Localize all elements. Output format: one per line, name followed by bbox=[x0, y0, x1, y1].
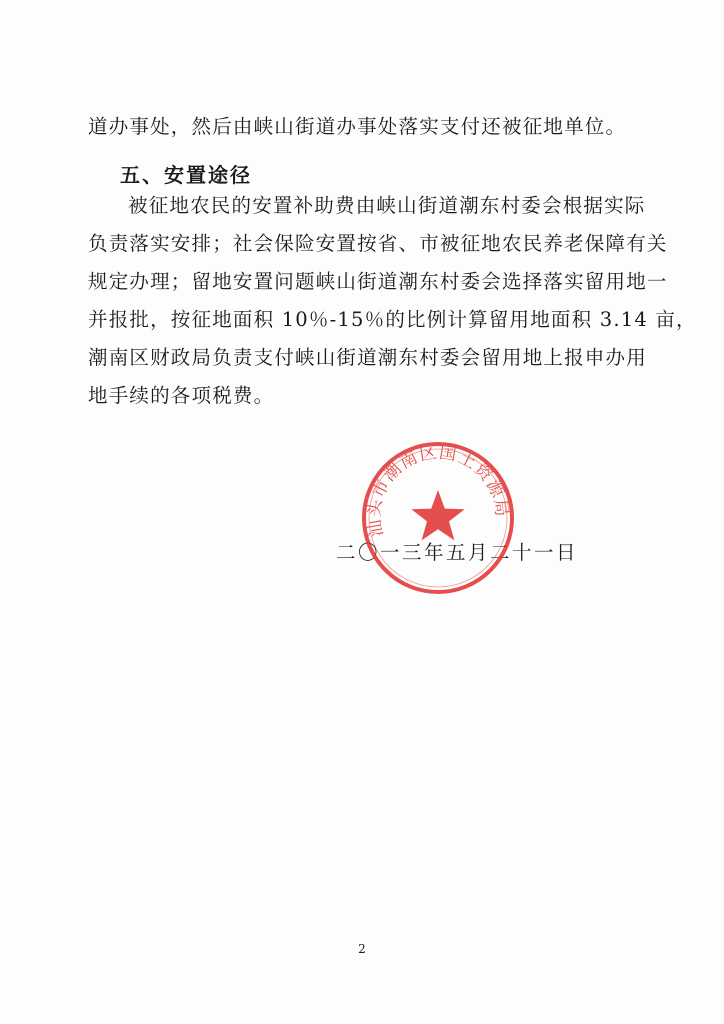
paragraph-line-7: 地手续的各项税费。 bbox=[88, 384, 275, 407]
paragraph-line-2: 被征地农民的安置补助费由峡山街道潮东村委会根据实际 bbox=[128, 194, 646, 217]
paragraph-line-3: 负责落实安排；社会保险安置按省、市被征地农民养老保障有关 bbox=[88, 232, 668, 255]
paragraph-line-1: 道办事处，然后由峡山街道办事处落实支付还被征地单位。 bbox=[88, 115, 627, 138]
paragraph-line-5: 并报批，按征地面积 10％-15％的比例计算留用地面积 3.14 亩， bbox=[88, 308, 697, 331]
section-heading: 五、安置途径 bbox=[120, 163, 252, 187]
paragraph-line-4: 规定办理；留地安置问题峡山街道潮东村委会选择落实留用地一 bbox=[88, 270, 668, 293]
document-date: 二〇一三年五月二十一日 bbox=[336, 541, 579, 564]
official-seal-stamp bbox=[358, 438, 518, 598]
page-number: 2 bbox=[358, 942, 366, 956]
seal-arc-text: 汕头市潮南区国土资源局 bbox=[364, 442, 512, 539]
paragraph-line-6: 潮南区财政局负责支付峡山街道潮东村委会留用地上报申办用 bbox=[88, 346, 647, 369]
star-icon bbox=[411, 490, 464, 540]
